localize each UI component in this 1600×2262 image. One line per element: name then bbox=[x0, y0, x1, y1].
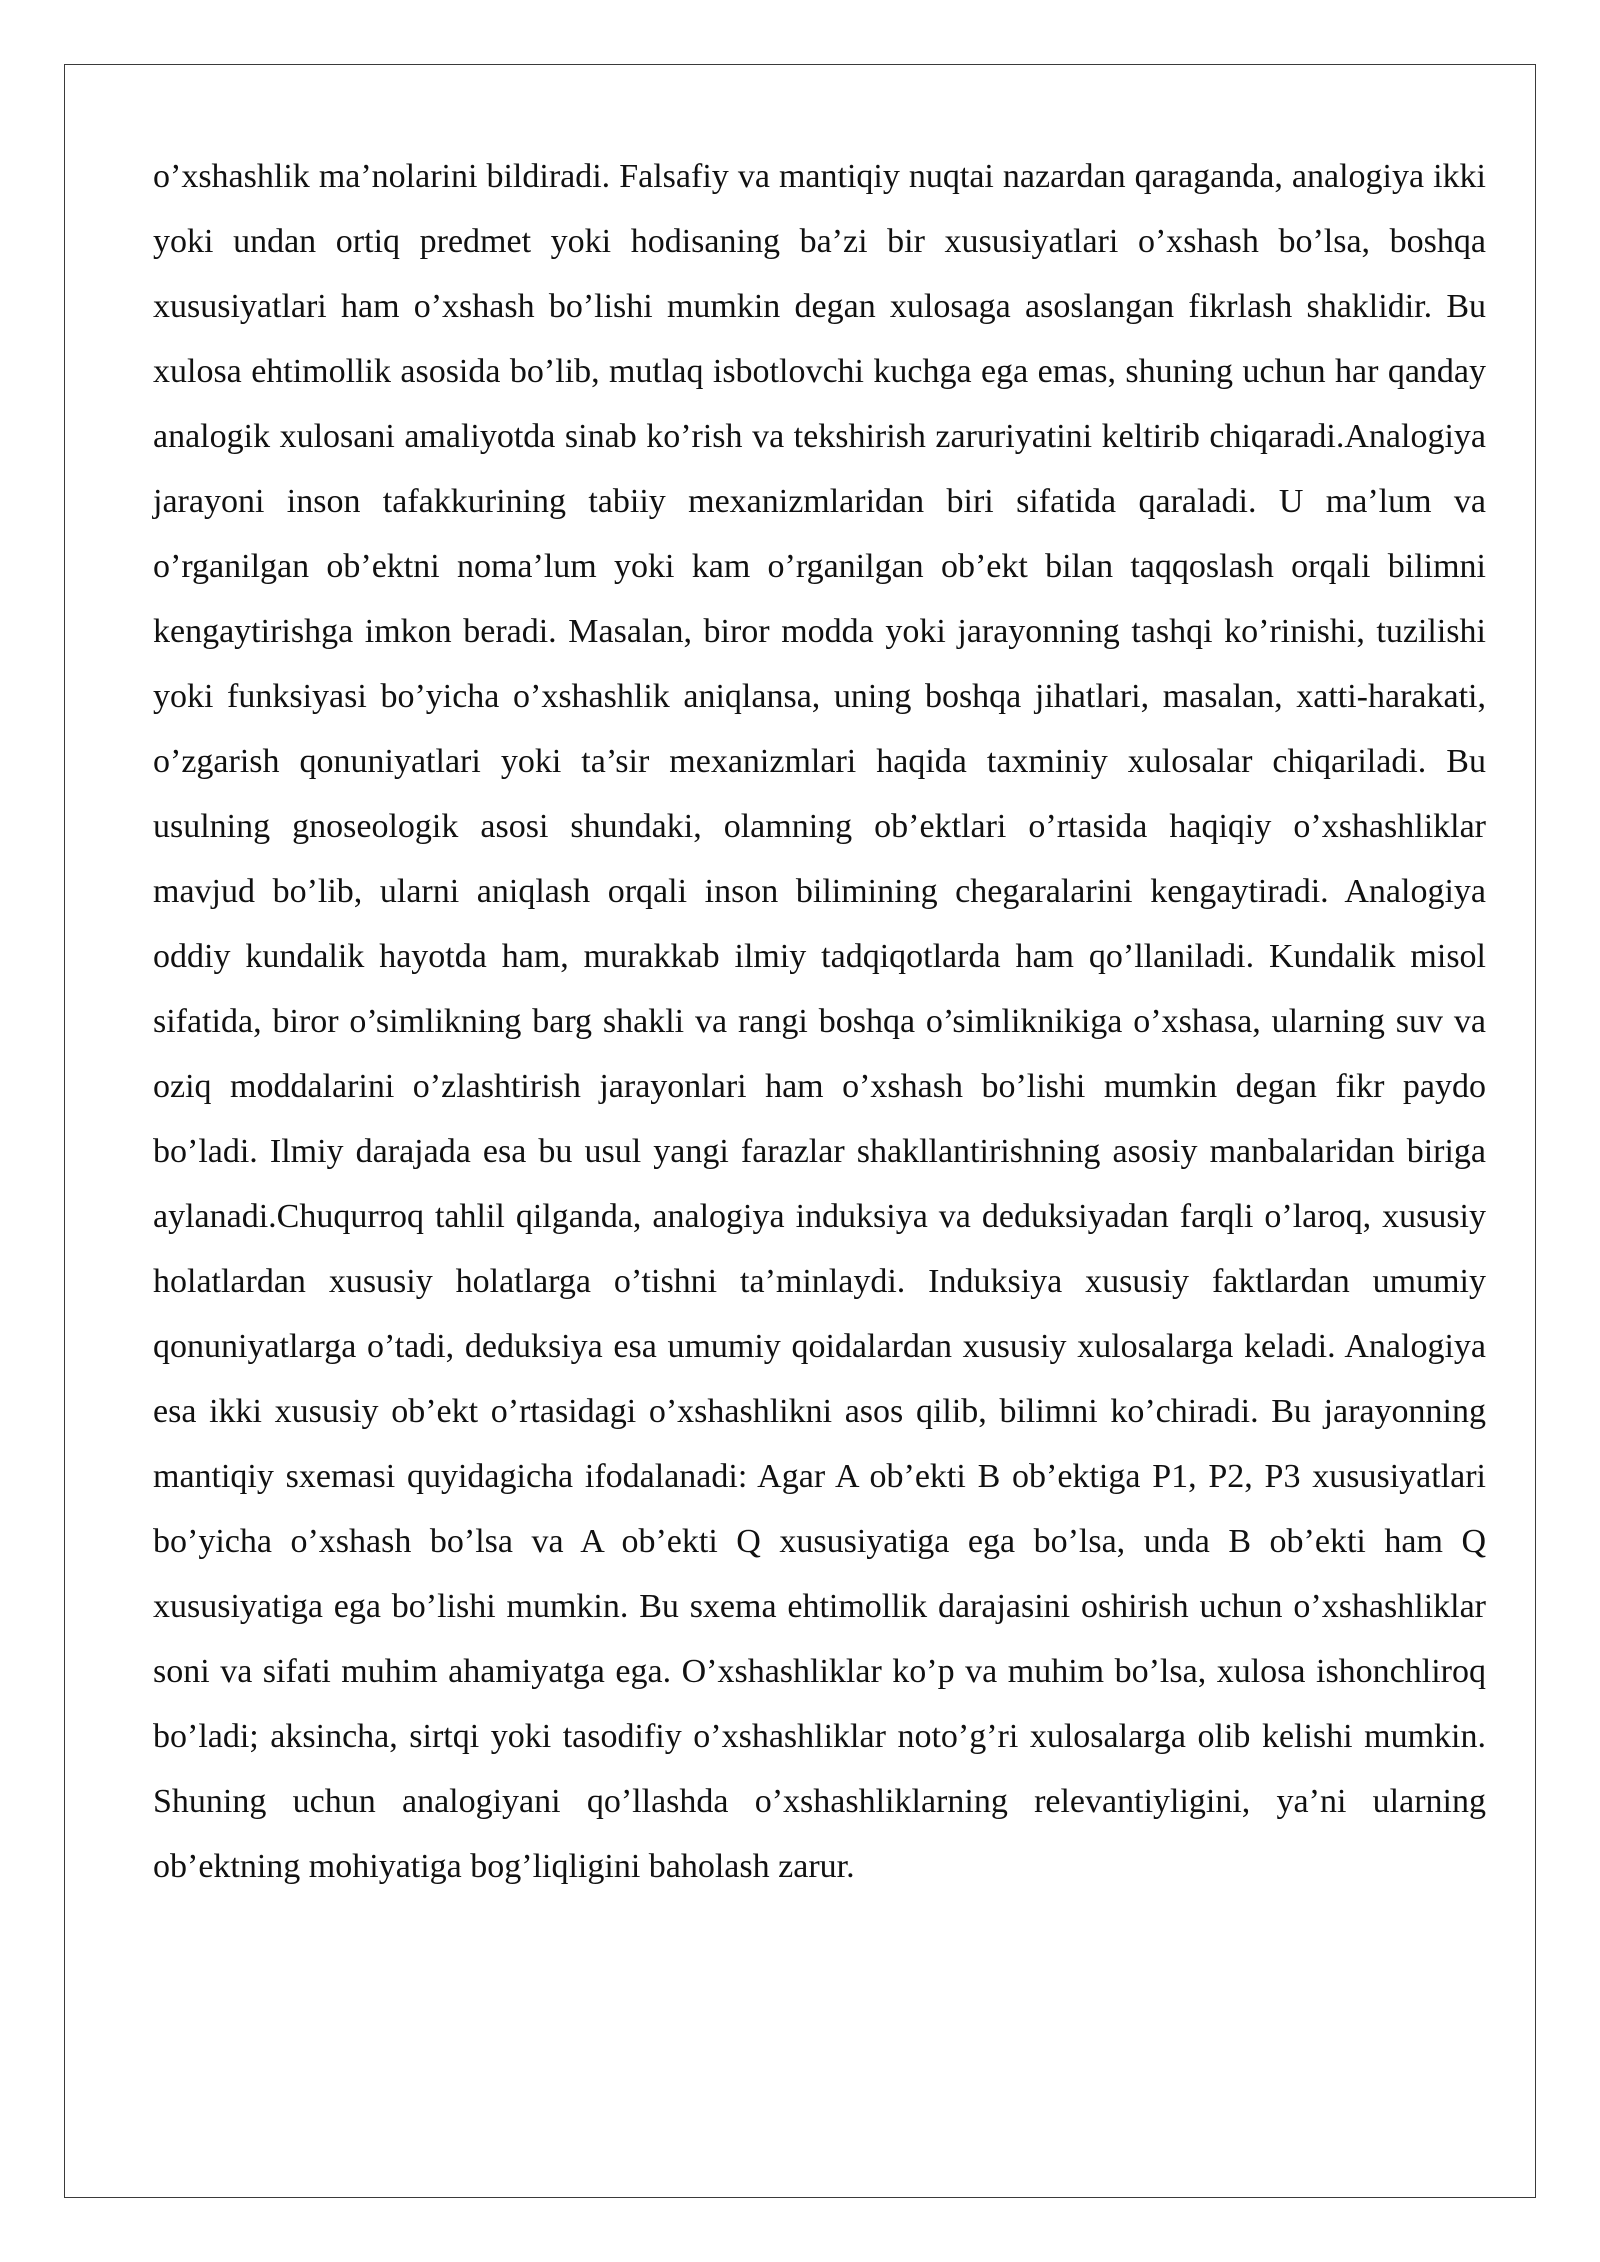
body-paragraph: o’xshashlik ma’nolarini bildiradi. Falsafiy va mantiqiy nuqtai nazardan qaraganda, analogiya ikki yoki undan ortiq predmet yoki hodisaning ba’zi bir xususiyatlari o’xshash bo’lsa, boshqa xususiyatlari ham o’xshash bo’lishi mumkin degan xulosaga asoslangan fikrlash shaklidir. Bu xulosa ehtimollik asosida bo’lib, mutlaq isbotlovchi kuchga ega emas, shuning uchun har qanday analogik xulosani amaliyotda sinab ko’rish va tekshirish zaruriyatini keltirib chiqaradi.Analogiya jarayoni inson tafakkurining tabiiy mexanizmlaridan biri sifatida qaraladi. U ma’lum va o’rganilgan ob’ektni noma’lum yoki kam o’rganilgan ob’ekt bilan taqqoslash orqali bilimni kengaytirishga imkon beradi. Masalan, biror modda yoki jarayonning tashqi ko’rinishi, tuzilishi yoki funksiyasi bo’yicha o’xshashlik aniqlansa, uning boshqa jihatlari, masalan, xatti-harakati, o’zgarish qonuniyatlari yoki ta’sir mexanizmlari haqida taxminiy xulosalar chiqariladi. Bu usulning gnoseologik asosi shundaki, olamning ob’ektlari o’rtasida haqiqiy o’xshashliklar mavjud bo’lib, ularni aniqlash orqali inson bilimining chegaralarini kengaytiradi. Analogiya oddiy kundalik hayotda ham, murakkab ilmiy tadqiqotlarda ham qo’llaniladi. Kundalik misol sifatida, biror o’simlikning barg shakli va rangi boshqa o’simliknikiga o’xshasa, ularning suv va oziq moddalarini o’zlashtirish jarayonlari ham o’xshash bo’lishi mumkin degan fikr paydo bo’ladi. Ilmiy darajada esa bu usul yangi farazlar shakllantirishning asosiy manbalaridan biriga aylanadi.Chuqurroq tahlil qilganda, analogiya induksiya va deduksiyadan farqli o’laroq, xususiy holatlardan xususiy holatlarga o’tishni ta’minlaydi. Induksiya xususiy faktlardan umumiy qonuniyatlarga o’tadi, deduksiya esa umumiy qoidalardan xususiy xulosalarga keladi. Analogiya esa ikki xususiy ob’ekt o’rtasidagi o’xshashlikni asos qilib, bilimni ko’chiradi. Bu jarayonning mantiqiy sxemasi quyidagicha ifodalanadi: Agar A ob’ekti B ob’ektiga P1, P2, P3 xususiyatlari bo’yicha o’xshash bo’lsa va A ob’ekti Q xususiyatiga ega bo’lsa, unda B ob’ekti ham Q xususiyatiga ega bo’lishi mumkin. Bu sxema ehtimollik darajasini oshirish uchun o’xshashliklar soni va sifati muhim ahamiyatga ega. O’xshashliklar ko’p va muhim bo’lsa, xulosa ishonchliroq bo’ladi; aksincha, sirtqi yoki tasodifiy o’xshashliklar noto’g’ri xulosalarga olib kelishi mumkin. Shuning uchun analogiyani qo’llashda o’xshashliklarning relevantiyligini, ya’ni ularning ob’ektning mohiyatiga bog’liqligini baholash zarur. bbox=[153, 158, 1486, 1885]
